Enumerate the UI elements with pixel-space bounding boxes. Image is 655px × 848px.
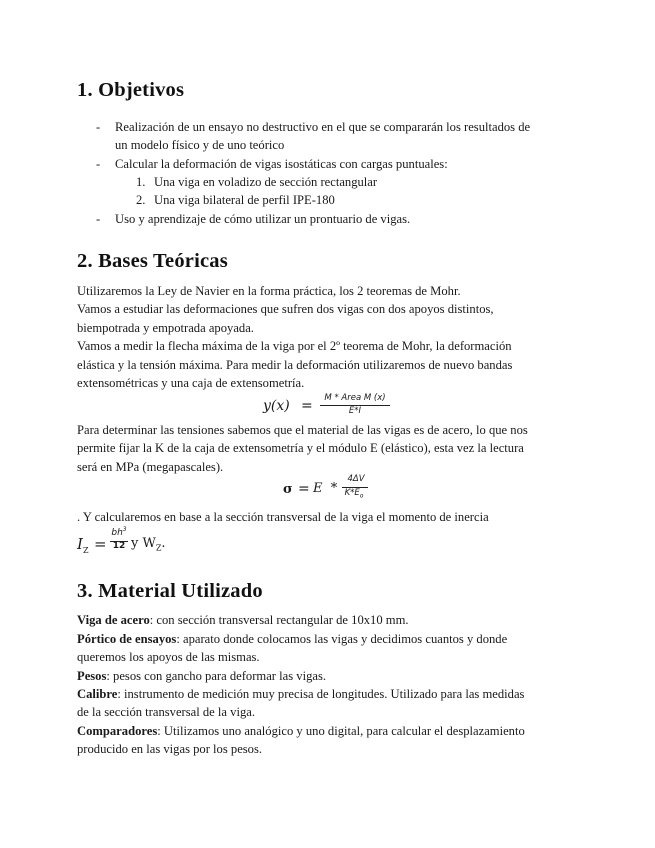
material-term: Viga de acero: [77, 613, 150, 627]
eq3-numerator: $bh^3$: [111, 526, 127, 538]
material-term: Calibre: [77, 687, 118, 701]
material-item-continued: de la sección transversal de la viga.: [77, 705, 255, 719]
numbered-2-text: Una viga bilateral de perfil IPE-180: [154, 193, 335, 207]
eq3-tail: y $W_Z$.: [131, 536, 166, 553]
paragraph-line: permite fijar la K de la caja de extensometría y el módulo E (elástico), esta vez la lectura: [77, 441, 524, 455]
numbered-2-marker: 2.: [136, 193, 146, 207]
material-item: Comparadores: Utilizamos uno analógico y uno digital, para calcular el desplazamiento: [77, 724, 525, 738]
eq1-equals: =: [301, 398, 313, 414]
section-1-title: 1. Objetivos: [77, 79, 185, 101]
material-item-continued: producido en las vigas por los pesos.: [77, 742, 263, 756]
eq3-denominator: 12: [112, 541, 126, 551]
bullet-3: Uso y aprendizaje de cómo utilizar un prontuario de vigas.: [115, 212, 411, 226]
paragraph-line: biempotrada y empotrada apoyada.: [77, 321, 254, 335]
bullet-dash: -: [96, 157, 101, 171]
eq1-denominator: E*I: [348, 406, 362, 416]
paragraph-line: Para determinar las tensiones sabemos que el material de las vigas es de acero, lo que nos: [77, 423, 528, 437]
bullet-1-line-2: un modelo físico y de uno teórico: [115, 138, 285, 152]
eq2-denominator: $K*E_o$: [344, 488, 364, 500]
eq2-modulus: E *: [313, 481, 338, 496]
eq3-equals: =: [94, 535, 107, 553]
paragraph-line: Vamos a estudiar las deformaciones que sufren dos vigas con dos apoyos distintos,: [77, 302, 494, 316]
section-3-title: 3. Material Utilizado: [77, 580, 263, 602]
eq2-lhs: σ: [283, 482, 293, 497]
paragraph-line: elástica y la tensión máxima. Para medir la deformación utilizaremos de nuevo bandas: [77, 358, 513, 372]
eq2-equals: =: [298, 481, 310, 497]
numbered-1-marker: 1.: [136, 175, 146, 189]
bullet-2: Calcular la deformación de vigas isostáticas con cargas puntuales:: [115, 157, 448, 171]
eq1-lhs: y(x): [263, 398, 290, 414]
bullet-1-line-1: Realización de un ensayo no destructivo en el que se compararán los resultados de: [115, 120, 531, 134]
paragraph-line: Utilizaremos la Ley de Navier en la forma práctica, los 2 teoremas de Mohr.: [77, 284, 461, 298]
material-item-continued: queremos los apoyos de las mismas.: [77, 650, 260, 664]
paragraph-line: . Y calcularemos en base a la sección transversal de la viga el momento de inercia: [77, 510, 489, 524]
material-item: Pesos: pesos con gancho para deformar las vigas.: [77, 669, 327, 683]
material-term: Pórtico de ensayos: [77, 632, 177, 646]
eq1-numerator: M * Area M (x): [324, 393, 386, 403]
material-item: Calibre: instrumento de medición muy precisa de longitudes. Utilizado para las medidas: [77, 687, 525, 701]
material-term: Comparadores: [77, 724, 158, 738]
bullet-dash: -: [96, 212, 101, 226]
paragraph-line: será en MPa (megapascales).: [77, 460, 224, 474]
section-2-title: 2. Bases Teóricas: [77, 250, 228, 272]
material-item: Pórtico de ensayos: aparato donde colocamos las vigas y decidimos cuantos y donde: [77, 632, 508, 646]
paragraph-line: extensométricas y una caja de extensometría.: [77, 376, 305, 390]
material-item: Viga de acero: con sección transversal rectangular de 10x10 mm.: [77, 613, 409, 627]
paragraph-line: Vamos a medir la flecha máxima de la viga por el 2º teorema de Mohr, la deformación: [77, 339, 512, 353]
bullet-dash: -: [96, 120, 101, 134]
eq3-lhs: $I_Z$: [77, 535, 89, 555]
material-term: Pesos: [77, 669, 107, 683]
eq2-numerator: 4ΔV: [347, 474, 365, 484]
numbered-1-text: Una viga en voladizo de sección rectangular: [154, 175, 378, 189]
